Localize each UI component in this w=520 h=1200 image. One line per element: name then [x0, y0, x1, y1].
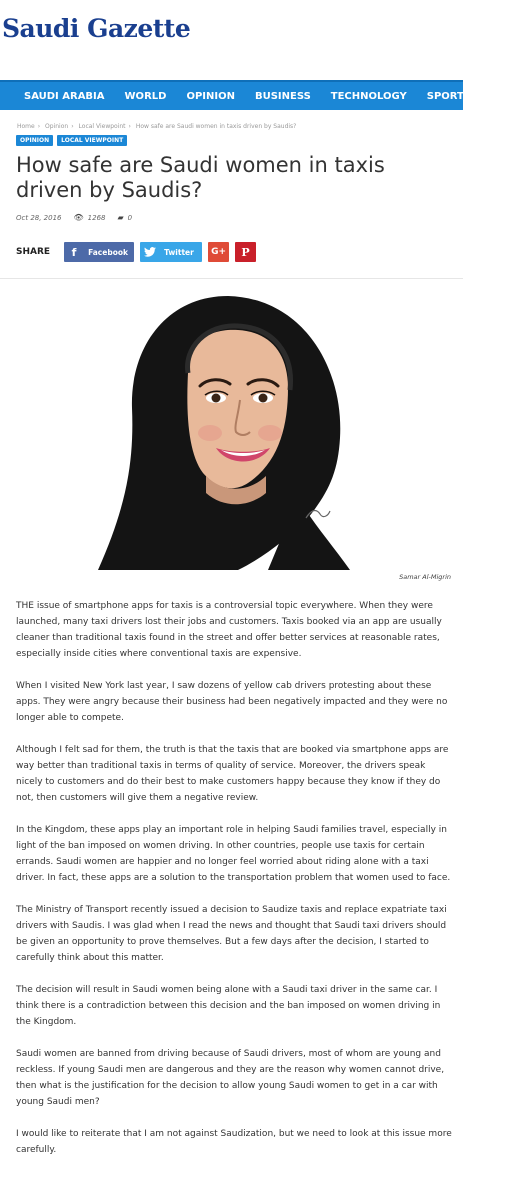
breadcrumb-separator: › [128, 123, 131, 130]
share-label: SHARE [16, 247, 51, 257]
breadcrumb [17, 123, 299, 130]
share-googleplus-button[interactable] [208, 242, 229, 262]
share-facebook-label: Facebook [88, 247, 129, 257]
share-pinterest-button[interactable] [235, 242, 256, 262]
googleplus-icon: G+ [211, 247, 227, 257]
nav-item-technology[interactable]: TECHNOLOGY [330, 90, 407, 102]
author-portrait-illustration [88, 288, 368, 578]
tag-opinion[interactable]: OPINION [16, 135, 53, 146]
nav-item-world[interactable]: WORLD [124, 90, 167, 102]
article-body [16, 598, 454, 1174]
nav-item-opinion[interactable]: OPINION [186, 90, 235, 102]
article-paragraph: The decision will result in Saudi women being alone with a Saudi taxi driver in the same car. I think there is a contradiction between this decision and the ban imposed on women driving in the Kingdom. [16, 985, 441, 1027]
share-facebook-button[interactable] [64, 242, 134, 262]
page-title: How safe are Saudi women in taxis driven by Saudis? [16, 153, 385, 202]
breadcrumb-current: How safe are Saudi women in taxis driven by Saudis? [135, 123, 297, 130]
main-nav [0, 80, 520, 110]
article-paragraph: The Ministry of Transport recently issued a decision to Saudize taxis and replace expatriate taxi drivers with Saudis. I was glad when I read the news and thought that Saudi taxi drivers should be given an opportunity to prove themselves. But a few days after the decision, I started to carefully think about this matter. [16, 905, 447, 963]
share-bar [16, 242, 262, 262]
article-meta [16, 213, 144, 222]
divider [0, 278, 463, 279]
article-paragraph: I would like to reiterate that I am not against Saudization, but we need to look at this issue more carefully. [16, 1129, 452, 1155]
nav-item-sport[interactable] [427, 91, 476, 102]
breadcrumb-local-viewpoint[interactable]: Local Viewpoint [78, 123, 126, 130]
article-paragraph: THE issue of smartphone apps for taxis is a controversial topic everywhere. When they were launched, many taxi drivers lost their jobs and customers. Taxis booked via an app are usually cleaner than traditional taxis found in the street and offer better services at reasonable rates, especially inside cities where conventional taxis are expensive. [16, 601, 442, 659]
breadcrumb-separator: › [71, 123, 74, 130]
nav-item-life[interactable]: LIFE [496, 90, 520, 102]
comment-icon: ▰ [117, 213, 124, 222]
article-paragraph: Although I felt sad for them, the truth is that the taxis that are booked via smartphone apps are way better than traditional taxis in terms of quality of service. Moreover, the drivers speak nicely to customers and do their best to make customers happy because they know if they do not, then customers will give them a negative review. [16, 745, 449, 803]
view-count [74, 213, 106, 222]
pinterest-icon: P [241, 245, 250, 259]
breadcrumb-separator: › [37, 123, 41, 130]
article-paragraph: Saudi women are banned from driving because of Saudi drivers, most of whom are young and reckless. If young Saudi men are dangerous and they are the reason why women cannot drive, then what is the justification for the decision to allow young Saudi women to get in a car with young Saudi men? [16, 1049, 445, 1107]
nav-item-business[interactable]: BUSINESS [254, 90, 311, 102]
nav-item-sport-label: SPORT [426, 90, 464, 102]
breadcrumb-home[interactable]: Home [17, 123, 35, 130]
nav-item-saudi-arabia[interactable]: SAUDI ARABIA [24, 90, 105, 102]
article-paragraph: When I visited New York last year, I saw dozens of yellow cab drivers protesting about these apps. They were angry because their business had been negatively impacted and they were no longer able to compete. [16, 681, 448, 723]
view-count-value: 1268 [87, 213, 106, 222]
share-twitter-button[interactable] [140, 242, 202, 262]
article-date: Oct 28, 2016 [16, 213, 62, 222]
category-tags [16, 135, 131, 146]
chevron-down-icon: ▼ [469, 91, 477, 101]
twitter-icon [140, 242, 160, 262]
image-caption: Samar Al-Migrin [399, 573, 451, 581]
eye-icon: 👁 [73, 213, 84, 222]
tag-local-viewpoint[interactable]: LOCAL VIEWPOINT [57, 135, 127, 146]
facebook-icon: f [71, 245, 77, 259]
comment-count[interactable] [117, 213, 132, 222]
article-paragraph: In the Kingdom, these apps play an important role in helping Saudi families travel, especially in light of the ban imposed on women driving. In other countries, people use taxis for certain errands. Saudi women are happier and no longer feel worried about riding alone with a taxi driver. In fact, these apps are a solution to the transportation problem that women used to face. [16, 825, 451, 883]
share-twitter-label: Twitter [164, 247, 194, 257]
site-logo[interactable]: Saudi Gazette [2, 14, 191, 43]
breadcrumb-opinion[interactable]: Opinion [45, 123, 69, 130]
comment-count-value: 0 [127, 213, 133, 222]
